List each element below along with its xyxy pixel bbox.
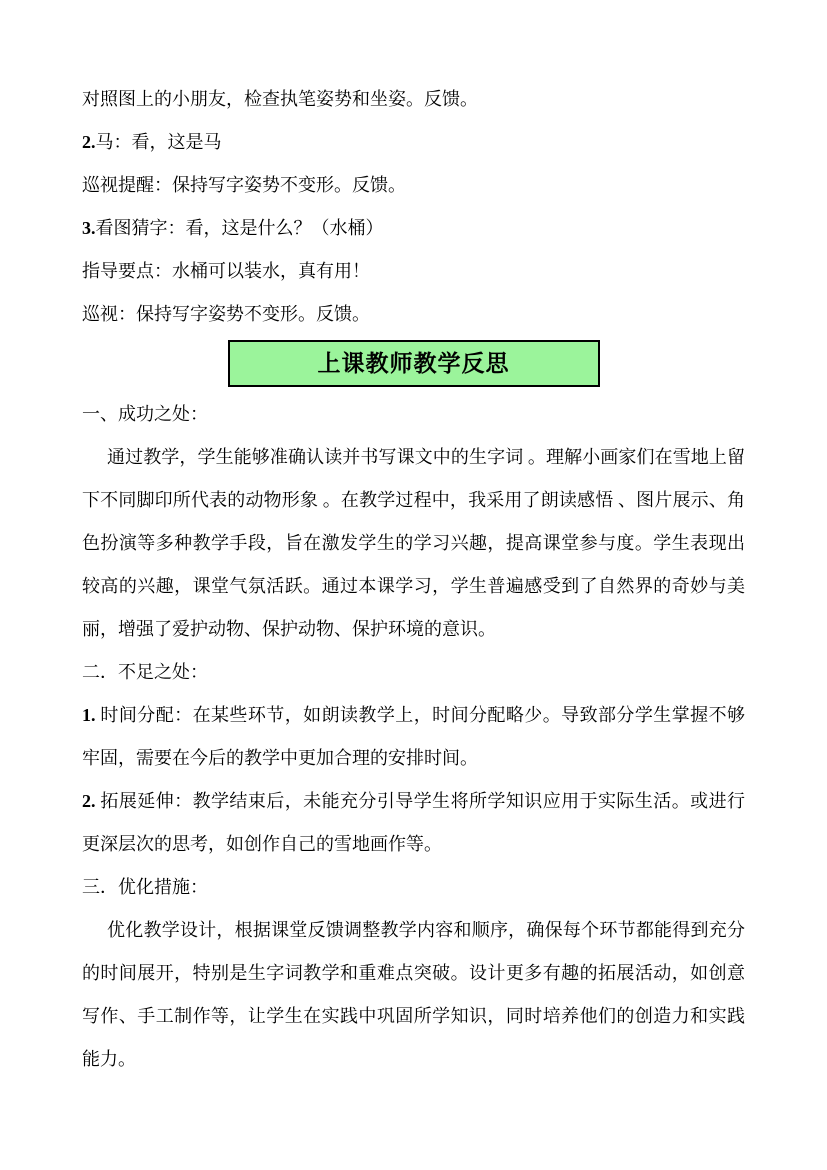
intro-paragraph-text: 看图猜字：看，这是什么？（水桶） — [95, 218, 384, 238]
step-number: 3. — [82, 218, 96, 238]
body-paragraph-text: 拓展延伸：教学结束后，未能充分引导学生将所学知识应用于实际生活。或进行更深层次的思考，如创作自己的雪地画作等。 — [82, 791, 745, 854]
intro-paragraph — [82, 293, 745, 336]
body-paragraph-text: 时间分配：在某些环节，如朗读教学上，时间分配略少。导致部分学生掌握不够牢固，需要在今后的教学中更加合理的安排时间。 — [82, 705, 745, 768]
section-heading: 二．不足之处： — [82, 662, 208, 682]
intro-paragraph-text: 指导要点：水桶可以装水，真有用！ — [82, 261, 370, 281]
intro-paragraph-text: 巡视：保持写字姿势不变形。反馈。 — [82, 304, 370, 324]
body-paragraph — [82, 909, 745, 1081]
item-number: 2. — [82, 791, 96, 811]
body-paragraph — [82, 780, 745, 866]
step-number: 2. — [82, 132, 96, 152]
intro-paragraph — [82, 121, 745, 164]
intro-paragraph-text: 巡视提醒：保持写字姿势不变形。反馈。 — [82, 175, 406, 195]
intro-paragraph-text: 对照图上的小朋友，检查执笔姿势和坐姿。反馈。 — [82, 89, 478, 109]
body-paragraph-text: 优化教学设计，根据课堂反馈调整教学内容和顺序，确保每个环节都能得到充分的时间展开，特别是生字词教学和重难点突破。设计更多有趣的拓展活动，如创意写作、手工制作等，让学生在实践中巩固所学知识，同时培养他们的创造力和实践能力。 — [82, 920, 745, 1069]
body-paragraph — [82, 694, 745, 780]
reflection-title: 上课教师教学反思 — [317, 350, 510, 376]
intro-paragraph-text: 马：看，这是马 — [95, 132, 222, 152]
intro-paragraph — [82, 164, 745, 207]
item-number: 1. — [82, 705, 96, 725]
reflection-title-box — [228, 340, 600, 387]
body-paragraph — [82, 436, 745, 651]
intro-paragraph — [82, 250, 745, 293]
section-heading: 一、成功之处： — [82, 404, 208, 424]
section-heading: 三．优化措施： — [82, 877, 208, 897]
body-paragraph-text: 通过教学，学生能够准确认读并书写课文中的生字词 。理解小画家们在雪地上留下不同脚印所代表的动物形象 。在教学过程中，我采用了朗读感悟 、图片展示、角色扮演等多种教学手段，旨在激发学生的学习兴趣，提高课堂参与度。学生表现出较高的兴趣，课堂气氛活跃。通过本课学习，学生普遍感受到了自然界的奇妙与美丽，增强了爱护动物、保护动物、保护环境的意识。 — [82, 447, 745, 639]
intro-paragraph — [82, 78, 745, 121]
intro-paragraph — [82, 207, 745, 250]
